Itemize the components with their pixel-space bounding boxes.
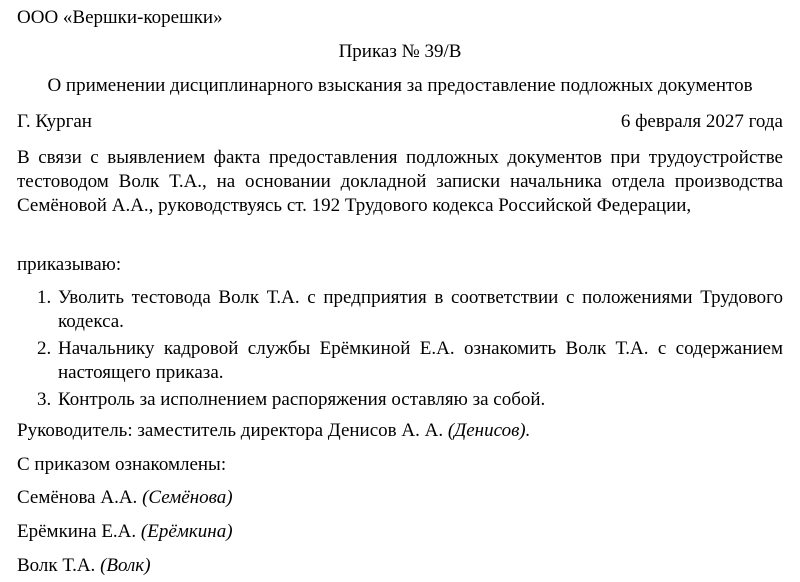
list-item [17, 286, 783, 334]
item-number: 2. [37, 338, 52, 359]
item-number: 1. [37, 287, 52, 308]
order-word: приказываю: [17, 254, 122, 275]
item-text: Уволить тестовода Волк Т.А. с предприятия в соответствии с положениями Трудового кодекса. [58, 287, 783, 332]
acquainted-row [17, 486, 233, 510]
head-signature-label: Руководитель: заместитель директора Денисов А. А. [17, 420, 444, 441]
preamble: В связи с выявлением факта предоставления подложных документов при трудоустройстве тестоводом Волк Т.А., на основании докладной записки начальника отдела производства Семёновой А.А., руководствуясь ст. 192 Трудового кодекса Российской Федерации, [17, 147, 783, 216]
order-subject: О применении дисциплинарного взыскания за предоставление подложных документов [47, 75, 753, 96]
head-signature: (Денисов). [447, 420, 531, 441]
acquainted-signature: (Семёнова) [142, 487, 233, 508]
acquainted-name: Семёнова А.А. [17, 487, 138, 508]
order-date: 6 февраля 2027 года [620, 111, 783, 132]
list-item [17, 388, 783, 412]
acquainted-row [17, 554, 151, 578]
order-title: Приказ № 39/В [338, 41, 462, 62]
item-text: Контроль за исполнением распоряжения оставляю за собой. [58, 389, 546, 410]
list-item [17, 337, 783, 385]
acquainted-name: Ерёмкина Е.А. [17, 521, 137, 542]
item-number: 3. [37, 389, 52, 410]
order-items [17, 286, 783, 415]
city: Г. Курган [17, 111, 92, 132]
organization-name: ООО «Вершки-корешки» [17, 7, 223, 28]
acquainted-row [17, 520, 233, 544]
acquainted-signature: (Волк) [100, 555, 151, 576]
item-text: Начальнику кадровой службы Ерёмкиной Е.А. ознакомить Волк Т.А. с содержанием настоящего приказа. [58, 338, 783, 383]
acquainted-name: Волк Т.А. [17, 555, 96, 576]
place-date-row [17, 110, 783, 134]
head-signature-line [17, 419, 530, 443]
acquainted-label: С приказом ознакомлены: [17, 454, 227, 475]
acquainted-signature: (Ерёмкина) [140, 521, 233, 542]
